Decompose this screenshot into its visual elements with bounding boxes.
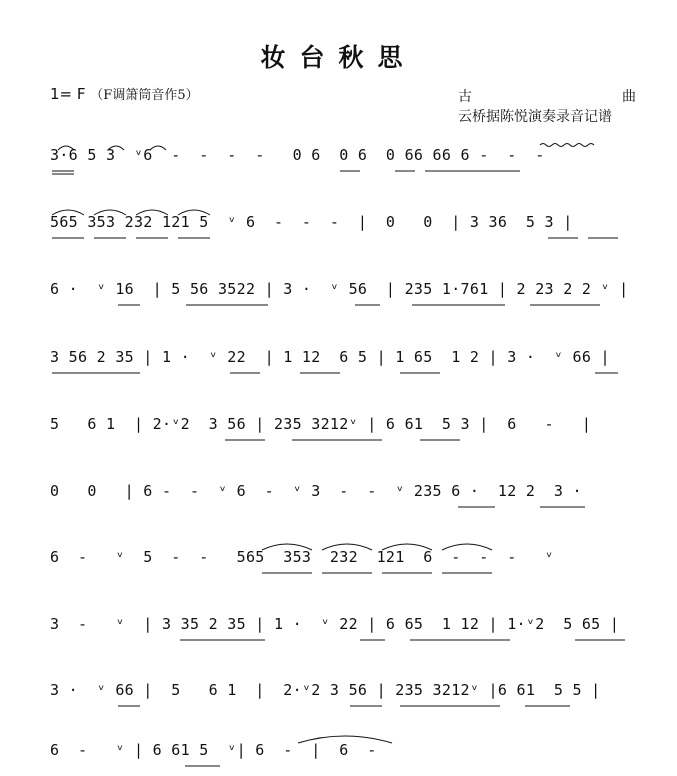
score-line-1-text: 3·6 5 3 ᵛ6 - - - - 0 6 0 6 0 66 66 6 - - -	[50, 146, 545, 164]
score-line-9	[0, 673, 677, 713]
score-line-10-text: 6 - ᵛ | 6 61 5 ᵛ| 6 - | 6 -	[50, 741, 377, 759]
score-line-8-text: 3 - ᵛ | 3 35 2 35 | 1 · ᵛ 22 | 6 65 1 12 | 1·ᵛ2 5 65 |	[50, 615, 620, 633]
score-title: 妆台秋思	[260, 43, 417, 72]
key-note: （F调箫筒音作5）	[90, 88, 199, 103]
score-line-3-text: 6 · ᵛ 16 | 5 56 3522 | 3 · ᵛ 56 | 235 1·761 | 2 23 2 2 ᵛ |	[50, 280, 629, 298]
score-line-5-text: 5 6 1 | 2·ᵛ2 3 56 | 235 3212ᵛ | 6 61 5 3 | 6 - |	[50, 415, 592, 433]
attribution-source: 云桥据陈悦演奏录音记谱	[458, 109, 612, 125]
score-line-1	[0, 138, 677, 178]
attribution-type-first: 古	[458, 89, 472, 105]
score-line-9-text: 3 · ᵛ 66 | 5 6 1 | 2·ᵛ2 3 56 | 235 3212ᵛ |6 61 5 5 |	[50, 681, 601, 699]
score-line-6	[0, 474, 677, 514]
score-line-2	[0, 205, 677, 245]
score-line-5	[0, 407, 677, 447]
score-line-7	[0, 540, 677, 580]
key-label: 1= F	[50, 85, 86, 103]
score-line-2-text: 565 353 232 121 5 ᵛ 6 - - - | 0 0 | 3 36 5 3 |	[50, 213, 573, 231]
key-signature	[50, 84, 199, 103]
score-line-3	[0, 272, 677, 312]
score-line-8	[0, 607, 677, 647]
attribution-type-second: 曲	[622, 89, 636, 105]
score-line-7-text: 6 - ᵛ 5 - - 565 353 232 121 6 - - - ᵛ	[50, 548, 554, 566]
score-line-10	[0, 733, 677, 773]
score-line-6-text: 0 0 | 6 - - ᵛ 6 - ᵛ 3 - - ᵛ 235 6 · 12 2 3 ·	[50, 482, 582, 500]
score-line-4-text: 3 56 2 35 | 1 · ᵛ 22 | 1 12 6 5 | 1 65 1 2 | 3 · ᵛ 66 |	[50, 348, 610, 366]
score-line-4	[0, 340, 677, 380]
